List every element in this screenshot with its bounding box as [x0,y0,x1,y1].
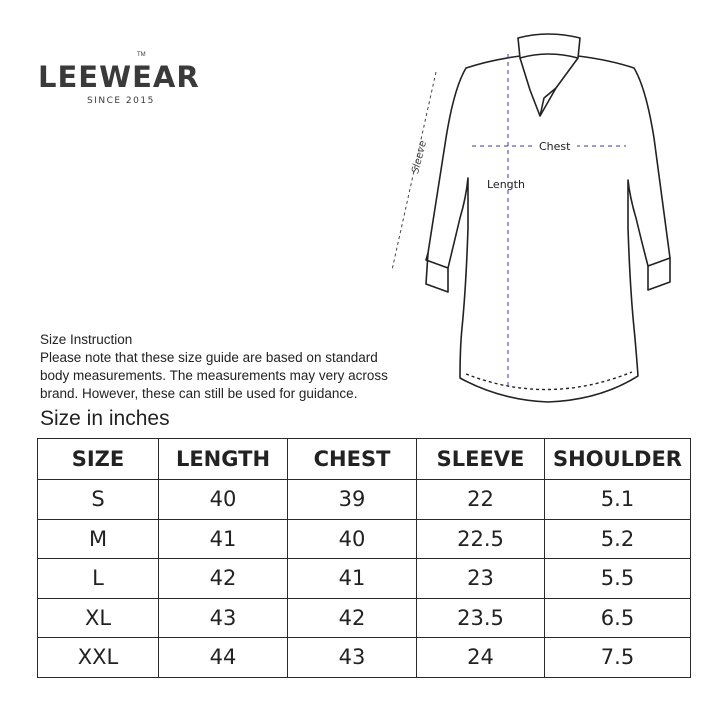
hem-stitch [466,372,632,390]
table-row [38,519,691,559]
cell-shoulder: 5.2 [545,519,691,559]
table-caption: Size in inches [40,407,170,430]
placket [520,58,578,116]
cell-chest: 41 [288,559,417,599]
instructions-line: body measurements. The measurements may very across [40,368,388,383]
table-row [38,559,691,599]
table-row [38,598,691,638]
header-size: SIZE [38,439,159,480]
instructions-line: brand. However, these can still be used for guidance. [40,386,358,401]
instructions-line: Please note that these size guide are based on standard [40,350,378,365]
header-length: LENGTH [159,439,288,480]
cell-size: L [38,559,159,599]
cell-sleeve: 24 [417,638,545,678]
cell-size: S [38,480,159,520]
cell-shoulder: 5.1 [545,480,691,520]
cell-sleeve: 22 [417,480,545,520]
cell-chest: 42 [288,598,417,638]
cell-shoulder: 5.5 [545,559,691,599]
header-chest: CHEST [288,439,417,480]
cell-sleeve: 23 [417,559,545,599]
cell-length: 42 [159,559,288,599]
chest-label: Chest [539,140,571,153]
left-cuff [426,253,448,292]
brand-logo [38,52,218,112]
cell-shoulder: 7.5 [545,638,691,678]
cell-chest: 43 [288,638,417,678]
header-shoulder: SHOULDER [545,439,691,480]
size-instructions [40,331,440,403]
cell-size: M [38,519,159,559]
cell-shoulder: 6.5 [545,598,691,638]
cell-length: 43 [159,598,288,638]
cell-sleeve: 23.5 [417,598,545,638]
brand-name: LEEWEAR [38,60,200,94]
table-row [38,638,691,678]
garment-outline [426,56,670,402]
table-row [38,480,691,520]
cell-chest: 39 [288,480,417,520]
instructions-heading: Size Instruction [40,332,133,347]
header-sleeve: SLEEVE [417,439,545,480]
trademark-mark: TM [137,52,146,58]
cell-sleeve: 22.5 [417,519,545,559]
cell-chest: 40 [288,519,417,559]
length-label: Length [487,178,525,191]
collar [518,34,580,58]
sleeve-label: Sleeve [410,139,430,175]
table-header-row [38,439,691,480]
cell-length: 40 [159,480,288,520]
brand-tagline: SINCE 2015 [87,96,155,106]
cell-length: 44 [159,638,288,678]
size-chart-table [37,438,691,678]
cell-size: XL [38,598,159,638]
cell-size: XXL [38,638,159,678]
cell-length: 41 [159,519,288,559]
